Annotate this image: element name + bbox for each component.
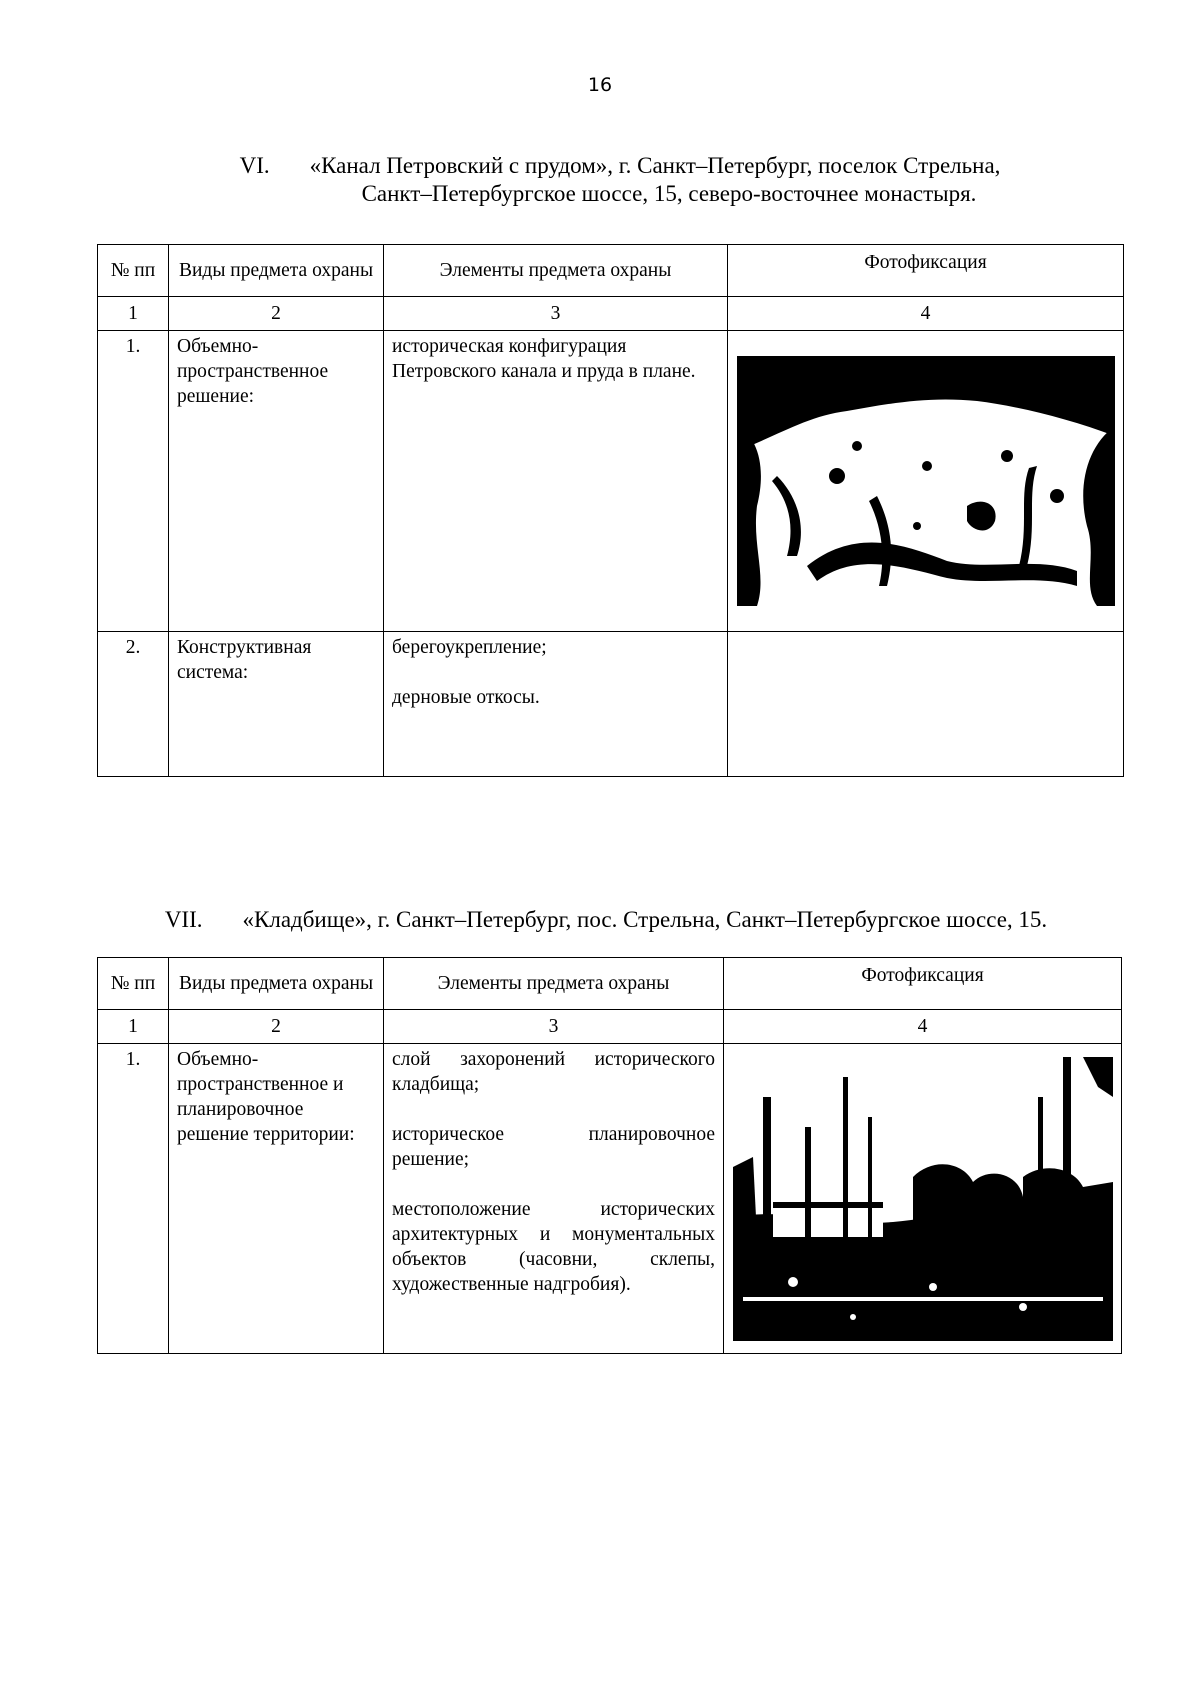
header-photo: Фотофиксация (724, 958, 1122, 1010)
row-type: Объемно-пространственное решение: (169, 331, 384, 632)
col-number: 1 (98, 297, 169, 331)
section-vi-number: VI. (239, 153, 270, 178)
section-vi-title-line2: Санкт–Петербургское шоссе, 15, северо-восточнее монастыря. (361, 181, 977, 206)
table-row (98, 632, 1124, 777)
photo-cell (728, 632, 1124, 777)
section-vii-table (97, 957, 1122, 1354)
table-row (98, 331, 1124, 632)
table-row (98, 1044, 1122, 1354)
header-num: № пп (98, 245, 169, 297)
col-number: 2 (169, 297, 384, 331)
header-photo: Фотофиксация (728, 245, 1124, 297)
section-vi-title-line1: VI. «Канал Петровский с прудом», г. Санкт–Петербург, поселок Стрельна, (239, 153, 1001, 178)
header-elements: Элементы предмета охраны (384, 958, 724, 1010)
header-num: № пп (98, 958, 169, 1010)
row-number: 1. (98, 331, 169, 632)
page-number: 16 (587, 74, 613, 96)
section-vi-table (97, 244, 1124, 777)
element-item: историческая конфигурация Петровского канала и пруда в плане. (392, 336, 696, 382)
row-type: Объемно-пространственное и планировочное решение территории: (169, 1044, 384, 1354)
element-item: историческое планировочное решение; (392, 1124, 715, 1170)
row-number: 1. (98, 1044, 169, 1354)
element-item: дерновые откосы. (392, 687, 540, 708)
cemetery-photo (733, 1057, 1113, 1341)
col-number: 3 (384, 297, 728, 331)
section-vii-number: VII. (164, 907, 203, 932)
element-item: слой захоронений исторического кладбища; (392, 1049, 715, 1095)
row-number: 2. (98, 632, 169, 777)
row-elements (384, 1044, 724, 1354)
table-header-row (98, 958, 1122, 1010)
photo-cell (728, 331, 1124, 632)
section-vii-title-line1: VII. «Кладбище», г. Санкт–Петербург, пос. Стрельна, Санкт–Петербургское шоссе, 15. (164, 907, 1048, 932)
section-vi-heading (0, 152, 1200, 208)
col-number: 3 (384, 1010, 724, 1044)
header-types: Виды предмета охраны (169, 245, 384, 297)
header-types: Виды предмета охраны (169, 958, 384, 1010)
canal-photo (737, 356, 1115, 606)
col-number: 2 (169, 1010, 384, 1044)
photo-cell (724, 1044, 1122, 1354)
header-elements: Элементы предмета охраны (384, 245, 728, 297)
section-vii-heading (0, 906, 1200, 934)
column-number-row (98, 1010, 1122, 1044)
element-item: берегоукрепление; (392, 637, 547, 658)
col-number: 4 (724, 1010, 1122, 1044)
col-number: 1 (98, 1010, 169, 1044)
row-type: Конструктивная система: (169, 632, 384, 777)
row-elements (384, 632, 728, 777)
table-header-row (98, 245, 1124, 297)
col-number: 4 (728, 297, 1124, 331)
row-elements (384, 331, 728, 632)
column-number-row (98, 297, 1124, 331)
element-item: местоположение исторических архитектурных и монументальных объектов (часовни, склепы, художественные надгробия). (392, 1199, 715, 1295)
